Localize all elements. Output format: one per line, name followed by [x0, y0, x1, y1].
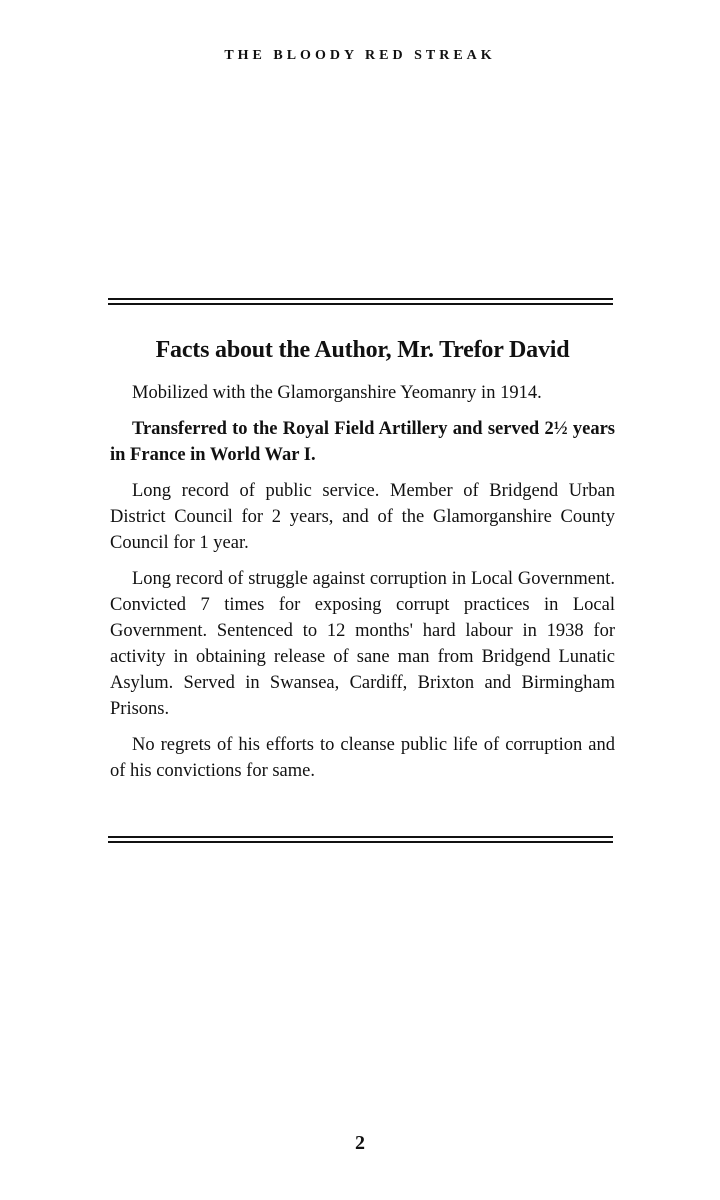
top-double-rule — [108, 298, 613, 305]
paragraph-struggle: Long record of struggle against corruption in Local Government. Convicted 7 times for exposing corrupt practices in Local Government. Sentenced to 12 months' hard labour in 1938 for activity in obtaining release of sane man from Bridgend Lunatic Asylum. Served in Swansea, Cardiff, Brixton and Birmingham Prisons. — [110, 569, 615, 719]
paragraph-no-regrets: No regrets of his efforts to cleanse public life of corruption and of his convictions for same. — [110, 735, 615, 781]
running-head: THE BLOODY RED STREAK — [224, 48, 496, 63]
author-facts-body — [110, 380, 615, 784]
page-number: 2 — [355, 1132, 365, 1154]
paragraph-public-service: Long record of public service. Member of Bridgend Urban District Council for 2 years, and of the Glamorganshire County Council for 1 year. — [110, 481, 615, 553]
paragraph-mobilized: Mobilized with the Glamorganshire Yeomanry in 1914. — [132, 383, 542, 403]
author-facts-box — [110, 330, 615, 794]
author-facts-heading: Facts about the Author, Mr. Trefor David — [155, 337, 570, 363]
paragraph-transferred: Transferred to the Royal Field Artillery and served 2½ years in France in World War I. — [110, 419, 615, 465]
bottom-double-rule — [108, 836, 613, 843]
